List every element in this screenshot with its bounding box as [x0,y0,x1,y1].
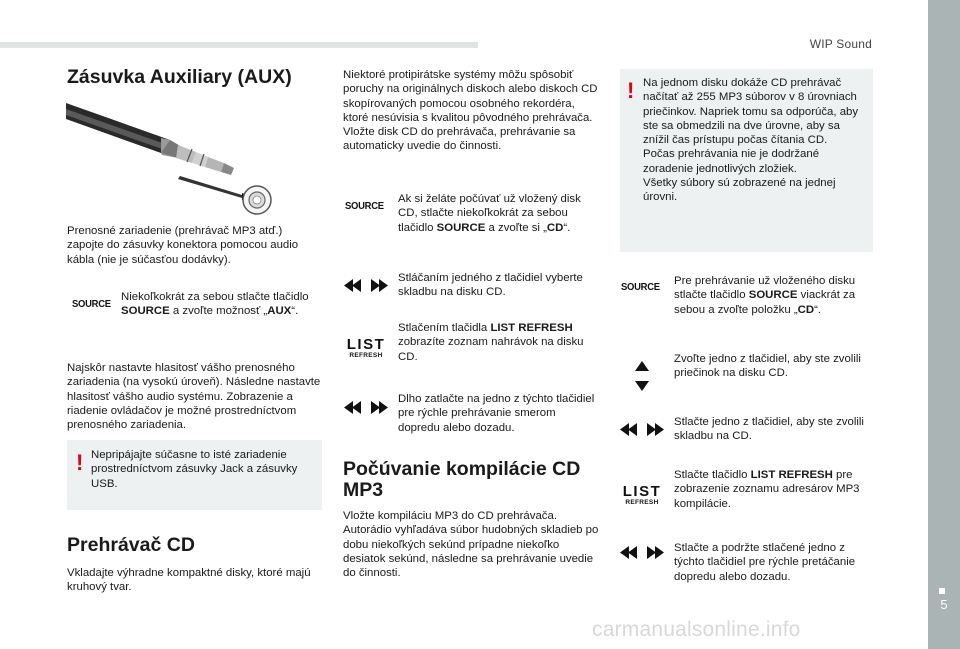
watermark: carmanualsonline.info [592,618,801,641]
source-icon: SOURCE [72,298,111,310]
right-fast-seek-text: Stlačte a podržte stlačené jedno z týchto tlačidiel pre rýchle pretáčanie dopredu alebo dozadu. [674,542,856,583]
right-track-select-text: Stlačte jedno z tlačidiel, aby ste zvolili skladbu na CD. [674,416,864,443]
right-folder-select-text: Zvoľte jedno z tlačidiel, aby ste zvolili priečinok na disku CD. [674,353,861,380]
page-number: 5 [940,597,948,612]
section-title: WIP Sound [809,37,872,51]
right-list-refresh-text: Stlačte tlačidlo LIST REFRESH pre zobrazenie zoznamu adresárov MP3 kompilácie. [674,469,860,510]
list-refresh-icon: LIST REFRESH [346,336,386,359]
cd-intro-text: Vkladajte výhradne kompaktné disky, ktoré majú kruhový tvar. [67,567,311,594]
mp3-warning-text: Na jednom disku dokáže CD prehrávač načítať až 255 MP3 súborov v 8 úrovniach priečinkov. Napriek tomu sa odporúča, aby ste sa obmedzili na dve úrovne, aby sa znížil čas prístupu počas čítania CD. Počas prehrávania nie je dodržané zoradenie jednotlivých zložiek. Všetky súbory sú zobrazené na jednej úrovni. [643,77,859,204]
mp3-heading: Počúvanie kompilácie CD MP3 [343,458,581,501]
seek-arrows-icon [344,278,388,293]
aux-warning-text: Nepripájajte súčasne to isté zariadenie prostredníctvom zásuvky Jack a zásuvky USB. [91,449,298,490]
header-rule [0,42,478,48]
aux-warning-box [67,440,322,510]
folder-up-down-arrows-icon [634,361,650,391]
mp3-warning-box [620,69,873,252]
mp3-intro-text: Vložte kompiláciu MP3 do CD prehrávača. Autorádio vyhľadáva súbor hudobných skladieb po dobu niekoľkých sekúnd prípadne niekoľko desiatok sekúnd, následne sa prehrávanie uvedie do činnosti. [343,510,599,580]
middle-track-select-text: Stláčaním jedného z tlačidiel vyberte skladbu na disku CD. [398,272,583,299]
warning-icon: ! [627,78,635,103]
warning-icon: ! [76,450,84,475]
seek-arrows-icon [620,422,664,437]
middle-source-instruction: Ak si želáte počúvať už vložený disk CD, stlačte niekoľkokrát za sebou tlačidlo SOURCE a zvoľte si „CD“. [398,193,581,234]
seek-arrows-icon [344,400,388,415]
list-refresh-icon: LIST REFRESH [622,483,662,506]
cd-heading: Prehrávač CD [67,534,195,556]
source-icon: SOURCE [345,200,384,212]
aux-source-instruction: Niekoľkokrát za sebou stlačte tlačidlo SOURCE a zvoľte možnosť „AUX“. [121,291,309,318]
seek-arrows-icon [620,545,664,560]
middle-intro-text: Niektoré protipirátske systémy môžu spôsobiť poruchy na originálnych diskoch alebo diskoch CD skopírovaných pomocou osobného rekordéra, ktoré nesúvisia s kvalitou pôvodného prehrávača. Vložte disk CD do prehrávača, prehrávanie sa automaticky uvedie do činnosti. [343,69,598,153]
aux-heading: Zásuvka Auxiliary (AUX) [67,66,292,88]
middle-list-refresh-text: Stlačením tlačidla LIST REFRESH zobrazíte zoznam nahrávok na disku CD. [398,322,584,363]
aux-intro-text: Prenosné zariadenie (prehrávač MP3 atď.) zapojte do zásuvky konektora pomocou audio kábla (nie je súčasťou dodávky). [67,225,299,266]
middle-fast-seek-text: Dlho zatlačte na jedno z týchto tlačidiel pre rýchle prehrávanie smerom dopredu alebo dozadu. [398,393,595,434]
aux-volume-text: Najskôr nastavte hlasitosť vášho prenosného zariadenia (na vysokú úroveň). Následne nastavte hlasitosť vášho audio systému. Zobrazenie a riadenie ovládačov je možné prostredníctvom prenosného zariadenia. [67,362,321,432]
jack-plug-illustration [66,100,276,218]
continue-marker [939,588,945,594]
page-sidebar-strip [928,0,960,649]
source-icon: SOURCE [621,281,660,293]
right-source-instruction: Pre prehrávanie už vloženého disku stlačte tlačidlo SOURCE viackrát za sebou a zvoľte položku „CD“. [674,275,856,316]
